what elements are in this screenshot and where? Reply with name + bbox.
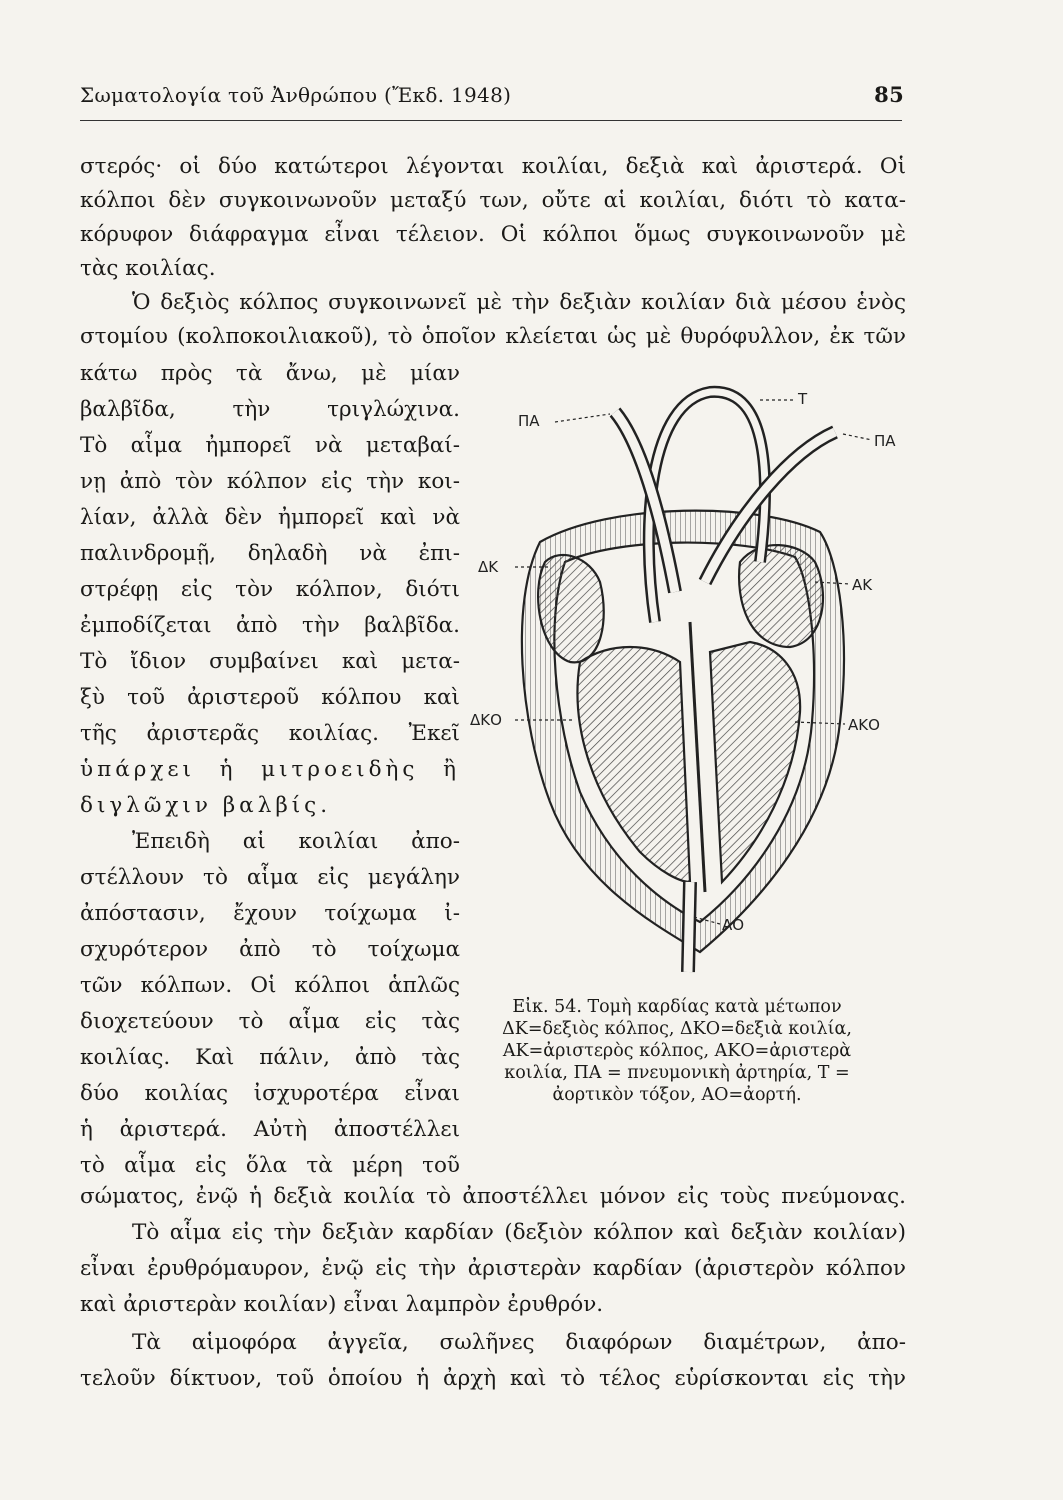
figure-caption	[438, 996, 916, 1106]
text-line: Ὁ δεξιὸς κόλπος συγκοινωνεῖ μὲ τὴν δεξιὰν κοιλίαν διὰ μέσου ἑνὸς	[132, 290, 906, 315]
running-header	[80, 82, 904, 107]
text-line: βαλβῖδα, τὴν τριγλώχινα.	[80, 397, 460, 422]
text-line: στέλλουν τὸ αἷμα εἰς μεγάλην	[80, 865, 460, 890]
text-line: Τὰ αἱμοφόρα ἀγγεῖα, σωλῆνες διαφόρων διαμέτρων, ἀπο-	[132, 1330, 906, 1355]
text-line: νῃ ἀπὸ τὸν κόλπον εἰς τὴν κοι-	[80, 469, 460, 494]
heart-drawing	[515, 392, 872, 972]
label-ak: ΑΚ	[852, 576, 873, 594]
text-line: ὑπάρχει ἡ μιτροειδὴς ἢ	[80, 757, 460, 782]
text-line: στρέφῃ εἰς τὸν κόλπον, διότι	[80, 577, 460, 602]
text-line: δύο κοιλίας ἰσχυροτέρα εἶναι	[80, 1081, 460, 1106]
caption-line: Εἰκ. 54. Τομὴ καρδίας κατὰ μέτωπον	[512, 997, 842, 1017]
page-number: 85	[874, 82, 904, 107]
text-line: τῆς ἀριστερᾶς κοιλίας. Ἐκεῖ	[80, 721, 460, 746]
text-line: ξὺ τοῦ ἀριστεροῦ κόλπου καὶ	[80, 685, 460, 710]
text-line: σώματος, ἐνῷ ἡ δεξιὰ κοιλία τὸ ἀποστέλλει μόνον εἰς τοὺς πνεύμονας.	[80, 1184, 906, 1209]
text-line: διγλῶχιν βαλβίς.	[80, 793, 332, 818]
text-line: Ἐπειδὴ αἱ κοιλίαι ἀπο-	[132, 829, 460, 854]
caption-line: ἀορτικὸν τόξον, ΑΟ=ἀορτή.	[552, 1085, 802, 1105]
text-line: κόλποι δὲν συγκοινωνοῦν μεταξύ των, οὔτε αἱ κοιλίαι, διότι τὸ κατα-	[80, 188, 906, 213]
text-line: Τὸ αἷμα ἠμπορεῖ νὰ μεταβαί-	[80, 433, 460, 458]
text-line: κάτω πρὸς τὰ ἄνω, μὲ μίαν	[80, 361, 460, 386]
label-dko: ΔΚΟ	[470, 711, 502, 729]
text-line: παλινδρομῇ, δηλαδὴ νὰ ἐπι-	[80, 541, 460, 566]
label-t: Τ	[798, 390, 808, 408]
text-line: λίαν, ἀλλὰ δὲν ἠμπορεῖ καὶ νὰ	[80, 505, 460, 530]
text-line: στομίου (κολποκοιλιακοῦ), τὸ ὁποῖον κλείεται ὡς μὲ θυρόφυλλον, ἐκ τῶν	[80, 324, 906, 349]
caption-line: ΑΚ=ἀριστερὸς κόλπος, ΑΚΟ=ἀριστερὰ	[502, 1041, 852, 1061]
text-line: τῶν κόλπων. Οἱ κόλποι ἁπλῶς	[80, 973, 460, 998]
text-line: τὸ αἷμα εἰς ὅλα τὰ μέρη τοῦ	[80, 1153, 460, 1178]
text-line: στερός· οἱ δύο κατώτεροι λέγονται κοιλίαι, δεξιὰ καὶ ἀριστερά. Οἱ	[80, 154, 906, 179]
text-line: σχυρότερον ἀπὸ τὸ τοίχωμα	[80, 937, 460, 962]
label-ako: ΑΚΟ	[848, 716, 880, 734]
label-pa-right: ΠΑ	[874, 432, 896, 450]
label-dk: ΔΚ	[478, 558, 499, 576]
label-ao: ΑΟ	[722, 916, 745, 934]
text-line: ἐμποδίζεται ἀπὸ τὴν βαλβῖδα.	[80, 613, 460, 638]
text-line: καὶ ἀριστερὰν κοιλίαν) εἶναι λαμπρὸν ἐρυθρόν.	[80, 1292, 604, 1317]
text-line: ἀπόστασιν, ἔχουν τοίχωμα ἰ-	[80, 901, 460, 926]
header-rule	[80, 120, 902, 121]
text-line: διοχετεύουν τὸ αἷμα εἰς τὰς	[80, 1009, 460, 1034]
text-line: ἡ ἀριστερά. Αὐτὴ ἀποστέλλει	[80, 1117, 460, 1142]
text-line: Τὸ αἷμα εἰς τὴν δεξιὰν καρδίαν (δεξιὸν κόλπον καὶ δεξιὰν κοιλίαν)	[132, 1220, 906, 1245]
text-line: κόρυφον διάφραγμα εἶναι τέλειον. Οἱ κόλποι ὅμως συγκοινωνοῦν μὲ	[80, 222, 906, 247]
caption-line: ΔΚ=δεξιὸς κόλπος, ΔΚΟ=δεξιὰ κοιλία,	[502, 1019, 852, 1039]
text-line: τὰς κοιλίας.	[80, 256, 216, 281]
label-pa-left: ΠΑ	[518, 412, 540, 430]
heart-section-figure	[460, 362, 930, 982]
text-line: Τὸ ἴδιον συμβαίνει καὶ μετα-	[80, 649, 460, 674]
caption-line: κοιλία, ΠΑ = πνευμονικὴ ἀρτηρία, Τ =	[504, 1063, 850, 1083]
text-line: εἶναι ἐρυθρόμαυρον, ἐνῷ εἰς τὴν ἀριστερὰν καρδίαν (ἀριστερὸν κόλπον	[80, 1256, 906, 1281]
text-line: τελοῦν δίκτυον, τοῦ ὁποίου ἡ ἀρχὴ καὶ τὸ τέλος εὑρίσκονται εἰς τὴν	[80, 1366, 906, 1391]
running-title: Σωματολογία τοῦ Ἀνθρώπου (Ἔκδ. 1948)	[80, 83, 512, 107]
text-line: κοιλίας. Καὶ πάλιν, ἀπὸ τὰς	[80, 1045, 460, 1070]
